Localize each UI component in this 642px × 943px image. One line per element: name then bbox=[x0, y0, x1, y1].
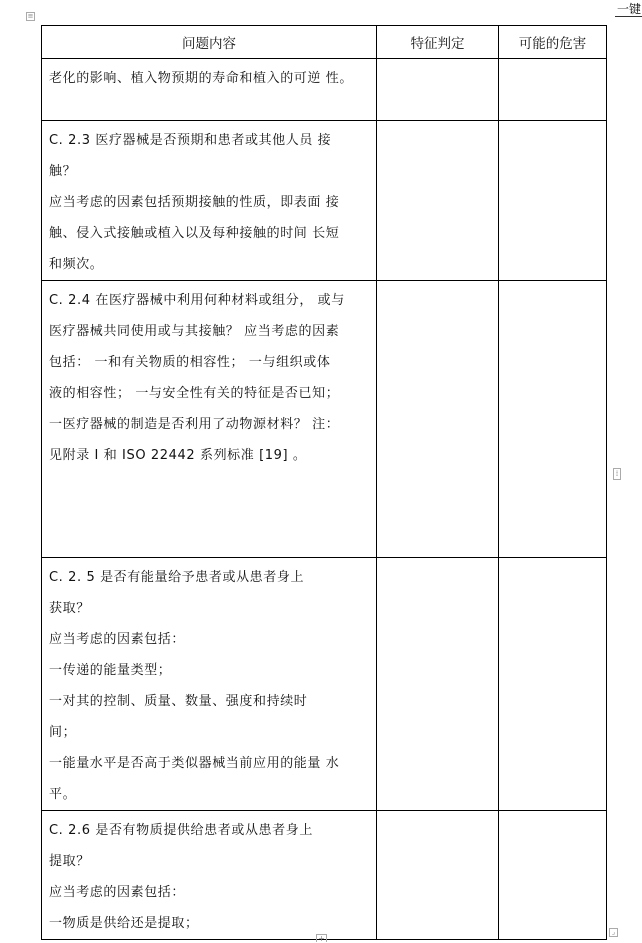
question-line: C. 2.6 是否有物质提供给患者或从患者身上 bbox=[49, 823, 313, 838]
question-cell bbox=[42, 121, 377, 281]
side-anchor-icon[interactable]: ⁞ bbox=[613, 468, 621, 480]
question-line: 一对其的控制、质量、数量、强度和持续时 bbox=[49, 694, 308, 709]
header-possible-hazard: 可能的危害 bbox=[499, 26, 607, 59]
question-line: 获取？ bbox=[49, 601, 90, 616]
table-add-row-icon[interactable]: + bbox=[316, 934, 327, 942]
table-row bbox=[42, 558, 607, 811]
table-row bbox=[42, 281, 607, 558]
question-line: 平。 bbox=[49, 787, 77, 802]
hazard-cell[interactable] bbox=[499, 59, 607, 121]
hazard-cell[interactable] bbox=[499, 558, 607, 811]
feature-cell[interactable] bbox=[377, 811, 499, 940]
feature-cell[interactable] bbox=[377, 281, 499, 558]
table-row bbox=[42, 59, 607, 121]
question-line: 提取？ bbox=[49, 854, 90, 869]
feature-cell[interactable] bbox=[377, 558, 499, 811]
question-line: 触？ bbox=[49, 164, 77, 179]
header-feature-judgement: 特征判定 bbox=[377, 26, 499, 59]
hazard-cell[interactable] bbox=[499, 811, 607, 940]
hazard-cell[interactable] bbox=[499, 121, 607, 281]
question-line: 应当考虑的因素包括： bbox=[49, 632, 186, 647]
question-line: 一传递的能量类型； bbox=[49, 663, 172, 678]
question-line: 应当考虑的因素包括预期接触的性质，即表面 接 bbox=[49, 195, 340, 210]
question-line: 和频次。 bbox=[49, 257, 104, 272]
hazard-question-table bbox=[41, 25, 607, 940]
question-cell bbox=[42, 811, 377, 940]
paragraph-mark-icon: ≡ bbox=[27, 12, 34, 20]
question-line: 一物质是供给还是提取； bbox=[49, 916, 199, 931]
hazard-cell[interactable] bbox=[499, 281, 607, 558]
toolbar-label[interactable]: 一键 bbox=[616, 2, 641, 16]
question-line: 包括： 一和有关物质的相容性； 一与组织或体 bbox=[49, 355, 331, 370]
feature-cell[interactable] bbox=[377, 121, 499, 281]
table-header-row bbox=[42, 26, 607, 59]
question-line: 一医疗器械的制造是否利用了动物源材料？ 注： bbox=[49, 417, 340, 432]
feature-cell[interactable] bbox=[377, 59, 499, 121]
question-line: 触、侵入式接触或植入以及每种接触的时间 长短 bbox=[49, 226, 340, 241]
question-line: C. 2.4 在医疗器械中利用何种材料或组分， 或与 bbox=[49, 293, 345, 308]
question-cell bbox=[42, 281, 377, 558]
question-line: 医疗器械共同使用或与其接触？ 应当考虑的因素 bbox=[49, 324, 340, 339]
question-line: 一能量水平是否高于类似器械当前应用的能量 水 bbox=[49, 756, 340, 771]
question-line: 老化的影响、植入物预期的寿命和植入的可逆 性。 bbox=[49, 71, 353, 86]
question-line: 间； bbox=[49, 725, 77, 740]
table-row bbox=[42, 811, 607, 940]
question-line: 见附录 I 和 ISO 22442 系列标准 [19] 。 bbox=[49, 448, 307, 463]
question-cell bbox=[42, 59, 377, 121]
header-question-content: 问题内容 bbox=[42, 26, 377, 59]
question-line: C. 2. 5 是否有能量给予患者或从患者身上 bbox=[49, 570, 305, 585]
question-line: C. 2.3 医疗器械是否预期和患者或其他人员 接 bbox=[49, 133, 332, 148]
question-cell bbox=[42, 558, 377, 811]
table-resize-handle-icon[interactable]: ⌟ bbox=[609, 928, 618, 937]
table-row bbox=[42, 121, 607, 281]
question-line: 应当考虑的因素包括： bbox=[49, 885, 186, 900]
question-line: 液的相容性； 一与安全性有关的特征是否已知； bbox=[49, 386, 340, 401]
